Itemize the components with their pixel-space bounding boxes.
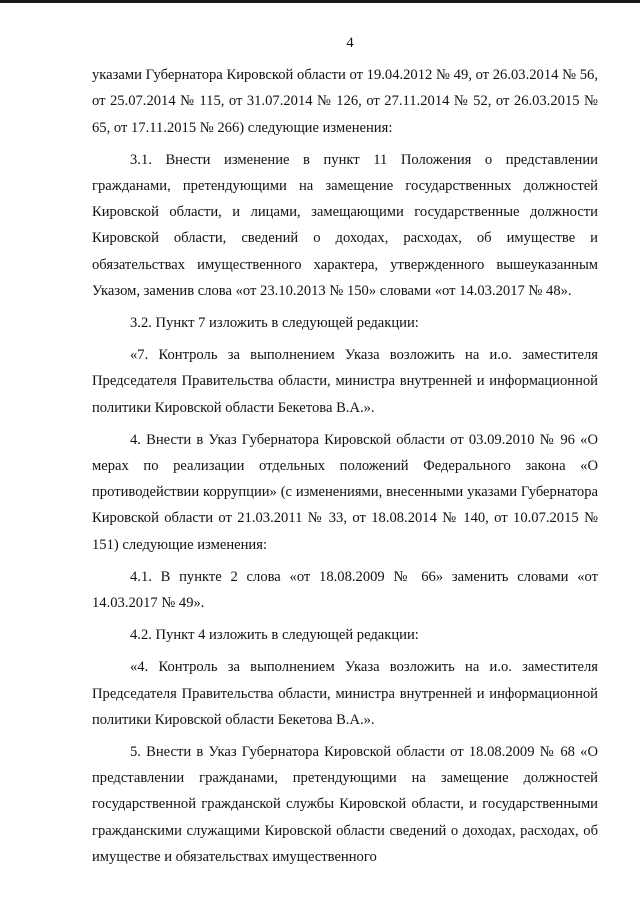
paragraph-4-2: 4.2. Пункт 4 изложить в следующей редакции: [130, 627, 419, 644]
paragraph-5: 5. Внести в Указ Губернатора Кировской области от 18.08.2009 № 68 «О представлении гражданами, претендующими на замещение должностей государственной гражданской службы Кировской области, и государственными гражданскими служащими Кировской области сведений о доходах, расходах, об имуществе и обязательствах имущественного [92, 744, 598, 865]
paragraph-3-2: 3.2. Пункт 7 изложить в следующей редакции: [130, 315, 419, 332]
paragraph-4-1: 4.1. В пункте 2 слова «от 18.08.2009 № 66» заменить словами «от 14.03.2017 № 49». [92, 568, 598, 612]
paragraph-3-1: 3.1. Внести изменение в пункт 11 Положения о представлении гражданами, претендующими на замещение государственных должностей Кировской области, и лицами, замещающими государственные должности Кировской области, сведений о доходах, расходах, об имуществе и обязательствах имущественного характера, утвержденного вышеуказанным Указом, заменив слова «от 23.10.2013 № 150» словами «от 14.03.2017 № 48». [92, 151, 598, 299]
paragraph-3-2-quote: «7. Контроль за выполнением Указа возложить на и.о. заместителя Председателя Правительства области, министра внутренней и информационной политики Кировской области Бекетова В.А.». [92, 347, 598, 416]
paragraph-continuation: указами Губернатора Кировской области от 19.04.2012 № 49, от 26.03.2014 № 56, от 25.07.2014 № 115, от 31.07.2014 № 126, от 27.11.2014 № 52, от 26.03.2015 № 65, от 17.11.2015 № 266) следующие изменения: [92, 67, 598, 136]
document-page [92, 30, 598, 876]
scan-top-edge [0, 0, 640, 3]
page-number: 4 [346, 35, 354, 51]
paragraph-4: 4. Внести в Указ Губернатора Кировской области от 03.09.2010 № 96 «О мерах по реализации отдельных положений Федерального закона «О противодействии коррупции» (с изменениями, внесенными указами Губернатора Кировской области от 21.03.2011 № 33, от 18.08.2014 № 140, от 10.07.2015 № 151) следующие изменения: [92, 431, 598, 553]
paragraph-4-2-quote: «4. Контроль за выполнением Указа возложить на и.о. заместителя Председателя Правительства области, министра внутренней и информационной политики Кировской области Бекетова В.А.». [92, 659, 598, 728]
